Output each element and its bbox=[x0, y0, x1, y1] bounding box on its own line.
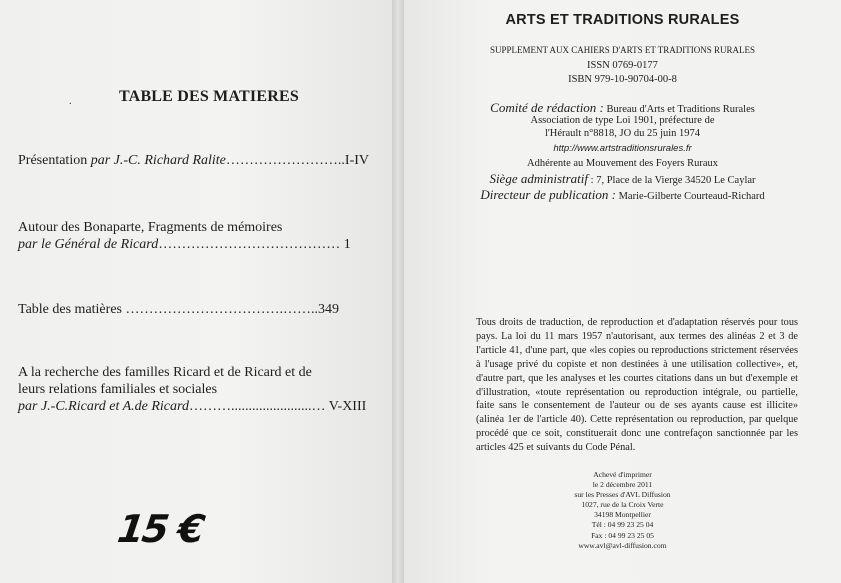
toc-entry-text: Table des matières bbox=[18, 302, 126, 317]
printer-line: Achevé d'imprimer bbox=[593, 470, 652, 479]
toc-entry-page: V-XIII bbox=[328, 399, 367, 414]
left-page bbox=[0, 0, 392, 583]
toc-entry-page: 349 bbox=[317, 302, 339, 317]
issn: ISSN 0769-0177 bbox=[587, 60, 658, 71]
association-line1: Association de type Loi 1901, préfecture de bbox=[530, 115, 715, 126]
toc-entry-author: par J.-C. Richard Ralite bbox=[90, 153, 226, 168]
toc-entry-table bbox=[18, 302, 339, 318]
right-page bbox=[404, 0, 841, 583]
toc-entry-bonaparte-title: Autour des Bonaparte, Fragments de mémoires bbox=[18, 220, 283, 235]
toc-entry-author: par le Général de Ricard bbox=[18, 237, 159, 252]
toc-entry-presentation bbox=[18, 153, 369, 169]
toc-entry-dots: …………………………….…….. bbox=[125, 302, 318, 317]
stray-dot: . bbox=[69, 96, 72, 107]
directeur-label: Directeur de publication : bbox=[480, 187, 616, 202]
printer-colophon bbox=[404, 470, 841, 551]
printer-line: 34198 Montpellier bbox=[594, 510, 651, 520]
printer-line: le 2 décembre 2011 bbox=[592, 480, 653, 490]
rights-notice: Tous droits de traduction, de reproduction et d'adaptation réservés pour tous pays. La loi du 11 mars 1957 n'autorisant, aux termes des alinéas 2 et 3 de l'article 41, d'une part, que «les copies ou reproductions strictement réservées à l'usage privé du copiste et non destinées à une utilisation collective», et, d'autre part, que les analyses et les courtes citations dans un but d'exemple et d'illustration, «toute représentation ou reproduction intégrale, ou partielle, faite sans le consentement de l'auteur ou de ses ayants cause est illicite» (alinéa 1er de l'article 40). Cette représentation ou reproduction, par quelque procédé que ce soit, constituerait donc une contrefaçon sanctionnée par les articles 425 et suivants du Code Pénal. bbox=[476, 317, 798, 454]
isbn: ISBN 979-10-90704-00-8 bbox=[568, 74, 677, 85]
printer-line: Tél : 04 99 23 25 04 bbox=[591, 520, 654, 530]
directeur-line bbox=[404, 186, 841, 204]
toc-entry-recherche-line2: leurs relations familiales et sociales bbox=[18, 382, 218, 397]
book-gutter bbox=[392, 0, 404, 583]
toc-title: TABLE DES MATIERES bbox=[119, 88, 299, 105]
toc-entry-recherche bbox=[18, 399, 366, 415]
website-link[interactable]: http://www.artstraditionsrurales.fr bbox=[553, 143, 692, 154]
toc-entry-bonaparte bbox=[18, 237, 351, 253]
publication-title: ARTS ET TRADITIONS RURALES bbox=[505, 12, 740, 28]
toc-entry-dots: …………………….. bbox=[225, 153, 345, 168]
directeur-value: Marie-Gilberte Courteaud-Richard bbox=[615, 191, 765, 202]
comite-value: Bureau d'Arts et Traditions Rurales bbox=[603, 104, 755, 115]
printer-line: sur les Presses d'AVL Diffusion bbox=[574, 490, 671, 500]
association-line2: l'Hérault n°8818, JO du 25 juin 1974 bbox=[544, 128, 701, 139]
toc-entry-page: I-IV bbox=[344, 153, 370, 168]
toc-entry-dots: ………………………………… bbox=[158, 237, 344, 252]
toc-entry-text: Présentation bbox=[18, 153, 91, 168]
toc-entry-page: 1 bbox=[343, 237, 351, 252]
siege-value: : 7, Place de la Vierge 34520 Le Caylar bbox=[588, 175, 756, 186]
toc-entry-author: par J.-C.Ricard et A.de Ricard bbox=[18, 399, 189, 414]
handwritten-price: 15 € bbox=[114, 507, 206, 551]
toc-entry-dots: ……….......................… bbox=[188, 399, 329, 414]
siege-label: Siège administratif bbox=[489, 171, 589, 186]
printer-line: 1027, rue de la Croix Verte bbox=[581, 500, 664, 510]
toc-entry-recherche-line1: A la recherche des familles Ricard et de Ricard et de bbox=[18, 365, 312, 380]
adherente-line: Adhérente au Mouvement des Foyers Ruraux bbox=[527, 158, 718, 169]
comite-label: Comité de rédaction : bbox=[490, 100, 604, 115]
printer-line: www.avl@avl-diffusion.com bbox=[578, 540, 667, 550]
printer-line: Fax : 04 99 23 25 05 bbox=[591, 530, 654, 540]
supplement-line: SUPPLEMENT AUX CAHIERS D'ARTS ET TRADITIONS RURALES bbox=[489, 45, 756, 55]
